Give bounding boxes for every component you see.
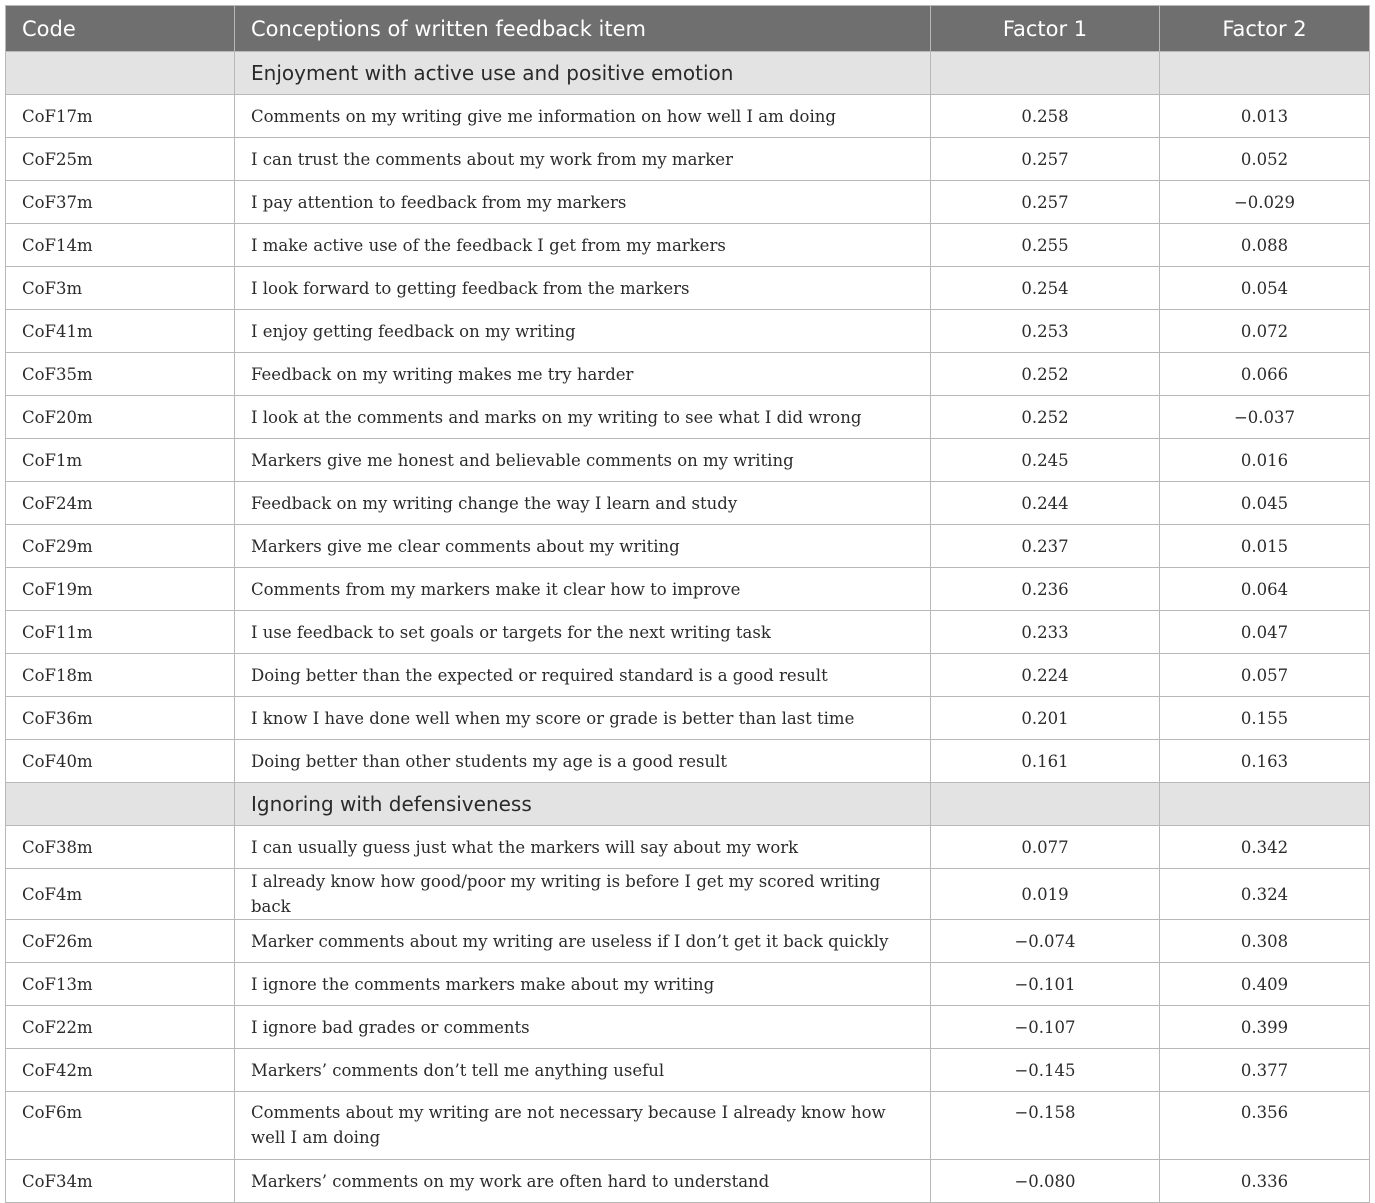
- code-cell: CoF26m: [6, 920, 235, 963]
- factor1-cell: 0.244: [931, 482, 1160, 525]
- code-cell: CoF34m: [6, 1160, 235, 1203]
- factor2-cell: 0.072: [1160, 310, 1370, 353]
- section-blank-cell: [1160, 52, 1370, 95]
- item-cell: Markers’ comments don’t tell me anything useful: [235, 1049, 931, 1092]
- table-row: [6, 869, 1370, 920]
- item-cell: I can trust the comments about my work from my marker: [235, 138, 931, 181]
- factor2-cell: 0.013: [1160, 95, 1370, 138]
- code-cell: CoF36m: [6, 697, 235, 740]
- code-cell: CoF13m: [6, 963, 235, 1006]
- item-cell: I already know how good/poor my writing is before I get my scored writing back: [235, 869, 931, 920]
- factor1-cell: −0.080: [931, 1160, 1160, 1203]
- factor1-cell: 0.161: [931, 740, 1160, 783]
- table-row: [6, 310, 1370, 353]
- code-cell: CoF42m: [6, 1049, 235, 1092]
- code-cell: CoF38m: [6, 826, 235, 869]
- item-cell: I enjoy getting feedback on my writing: [235, 310, 931, 353]
- table-row: [6, 353, 1370, 396]
- factor1-cell: 0.019: [931, 869, 1160, 920]
- factor1-cell: 0.258: [931, 95, 1160, 138]
- table-row: [6, 439, 1370, 482]
- factor2-cell: −0.037: [1160, 396, 1370, 439]
- item-cell: I use feedback to set goals or targets for the next writing task: [235, 611, 931, 654]
- code-cell: CoF1m: [6, 439, 235, 482]
- factor1-cell: 0.236: [931, 568, 1160, 611]
- table-row: [6, 654, 1370, 697]
- table-row: [6, 611, 1370, 654]
- factor1-cell: 0.077: [931, 826, 1160, 869]
- table-row: [6, 1092, 1370, 1160]
- factor2-cell: 0.016: [1160, 439, 1370, 482]
- section-header-row: [6, 52, 1370, 95]
- code-cell: CoF24m: [6, 482, 235, 525]
- item-cell: Doing better than other students my age is a good result: [235, 740, 931, 783]
- factor2-cell: 0.066: [1160, 353, 1370, 396]
- table-row: [6, 267, 1370, 310]
- item-cell: Comments from my markers make it clear how to improve: [235, 568, 931, 611]
- factor1-cell: 0.233: [931, 611, 1160, 654]
- code-cell: CoF6m: [6, 1092, 235, 1160]
- factor2-cell: 0.324: [1160, 869, 1370, 920]
- factor2-cell: 0.045: [1160, 482, 1370, 525]
- factor1-cell: 0.252: [931, 396, 1160, 439]
- item-cell: I ignore the comments markers make about my writing: [235, 963, 931, 1006]
- factor1-cell: −0.101: [931, 963, 1160, 1006]
- table-row: [6, 568, 1370, 611]
- header-factor1: Factor 1: [931, 6, 1160, 52]
- section-blank-cell: [931, 52, 1160, 95]
- code-cell: CoF41m: [6, 310, 235, 353]
- item-cell: I pay attention to feedback from my markers: [235, 181, 931, 224]
- table-row: [6, 963, 1370, 1006]
- factor2-cell: 0.399: [1160, 1006, 1370, 1049]
- item-cell: Markers give me honest and believable comments on my writing: [235, 439, 931, 482]
- item-cell: Comments on my writing give me information on how well I am doing: [235, 95, 931, 138]
- code-cell: CoF17m: [6, 95, 235, 138]
- code-cell: CoF22m: [6, 1006, 235, 1049]
- table-row: [6, 525, 1370, 568]
- item-cell: Markers’ comments on my work are often hard to understand: [235, 1160, 931, 1203]
- item-cell: Marker comments about my writing are useless if I don’t get it back quickly: [235, 920, 931, 963]
- table-row: [6, 482, 1370, 525]
- item-cell: I ignore bad grades or comments: [235, 1006, 931, 1049]
- table-row: [6, 1049, 1370, 1092]
- header-item: Conceptions of written feedback item: [235, 6, 931, 52]
- code-cell: CoF3m: [6, 267, 235, 310]
- code-cell: CoF19m: [6, 568, 235, 611]
- factor2-cell: 0.342: [1160, 826, 1370, 869]
- factor1-cell: −0.158: [931, 1092, 1160, 1160]
- factor1-cell: 0.237: [931, 525, 1160, 568]
- table-row: [6, 95, 1370, 138]
- factor1-cell: 0.224: [931, 654, 1160, 697]
- factor2-cell: 0.409: [1160, 963, 1370, 1006]
- section-header-row: [6, 783, 1370, 826]
- factor1-cell: 0.252: [931, 353, 1160, 396]
- section-blank-cell: [6, 783, 235, 826]
- item-cell: I look at the comments and marks on my writing to see what I did wrong: [235, 396, 931, 439]
- item-cell: I can usually guess just what the markers will say about my work: [235, 826, 931, 869]
- factor2-cell: 0.054: [1160, 267, 1370, 310]
- factor2-cell: 0.052: [1160, 138, 1370, 181]
- code-cell: CoF11m: [6, 611, 235, 654]
- header-row: [6, 6, 1370, 52]
- factor1-cell: 0.257: [931, 181, 1160, 224]
- code-cell: CoF25m: [6, 138, 235, 181]
- factor1-cell: 0.201: [931, 697, 1160, 740]
- code-cell: CoF20m: [6, 396, 235, 439]
- factor1-cell: 0.255: [931, 224, 1160, 267]
- item-cell: Doing better than the expected or required standard is a good result: [235, 654, 931, 697]
- item-cell: I look forward to getting feedback from the markers: [235, 267, 931, 310]
- factor2-cell: −0.029: [1160, 181, 1370, 224]
- code-cell: CoF37m: [6, 181, 235, 224]
- section-title: Enjoyment with active use and positive emotion: [235, 52, 931, 95]
- item-cell: I make active use of the feedback I get from my markers: [235, 224, 931, 267]
- factor1-cell: −0.107: [931, 1006, 1160, 1049]
- factor2-cell: 0.064: [1160, 568, 1370, 611]
- item-cell: Feedback on my writing makes me try harder: [235, 353, 931, 396]
- table-row: [6, 826, 1370, 869]
- factor1-cell: 0.257: [931, 138, 1160, 181]
- code-cell: CoF35m: [6, 353, 235, 396]
- factor2-cell: 0.155: [1160, 697, 1370, 740]
- section-blank-cell: [6, 52, 235, 95]
- table-row: [6, 224, 1370, 267]
- table-row: [6, 740, 1370, 783]
- item-cell: Feedback on my writing change the way I learn and study: [235, 482, 931, 525]
- code-cell: CoF40m: [6, 740, 235, 783]
- factor1-cell: 0.253: [931, 310, 1160, 353]
- table-body: [6, 52, 1370, 1203]
- header-factor2: Factor 2: [1160, 6, 1370, 52]
- header-code: Code: [6, 6, 235, 52]
- factor1-cell: 0.245: [931, 439, 1160, 482]
- factor2-cell: 0.057: [1160, 654, 1370, 697]
- code-cell: CoF4m: [6, 869, 235, 920]
- item-cell: I know I have done well when my score or grade is better than last time: [235, 697, 931, 740]
- code-cell: CoF18m: [6, 654, 235, 697]
- factor2-cell: 0.377: [1160, 1049, 1370, 1092]
- factor1-cell: 0.254: [931, 267, 1160, 310]
- factor2-cell: 0.015: [1160, 525, 1370, 568]
- factor2-cell: 0.336: [1160, 1160, 1370, 1203]
- section-blank-cell: [931, 783, 1160, 826]
- factor2-cell: 0.308: [1160, 920, 1370, 963]
- factor2-cell: 0.163: [1160, 740, 1370, 783]
- factor2-cell: 0.356: [1160, 1092, 1370, 1160]
- factor2-cell: 0.088: [1160, 224, 1370, 267]
- item-cell: Comments about my writing are not necessary because I already know how well I am doing: [235, 1092, 931, 1160]
- table-row: [6, 1006, 1370, 1049]
- section-title: Ignoring with defensiveness: [235, 783, 931, 826]
- code-cell: CoF14m: [6, 224, 235, 267]
- table-row: [6, 920, 1370, 963]
- factor2-cell: 0.047: [1160, 611, 1370, 654]
- code-cell: CoF29m: [6, 525, 235, 568]
- table-row: [6, 697, 1370, 740]
- table-row: [6, 1160, 1370, 1203]
- factor1-cell: −0.145: [931, 1049, 1160, 1092]
- table-header: [6, 6, 1370, 52]
- section-blank-cell: [1160, 783, 1370, 826]
- factor1-cell: −0.074: [931, 920, 1160, 963]
- factor-loadings-table: [5, 5, 1370, 1203]
- table-row: [6, 181, 1370, 224]
- table-row: [6, 396, 1370, 439]
- item-cell: Markers give me clear comments about my writing: [235, 525, 931, 568]
- table-row: [6, 138, 1370, 181]
